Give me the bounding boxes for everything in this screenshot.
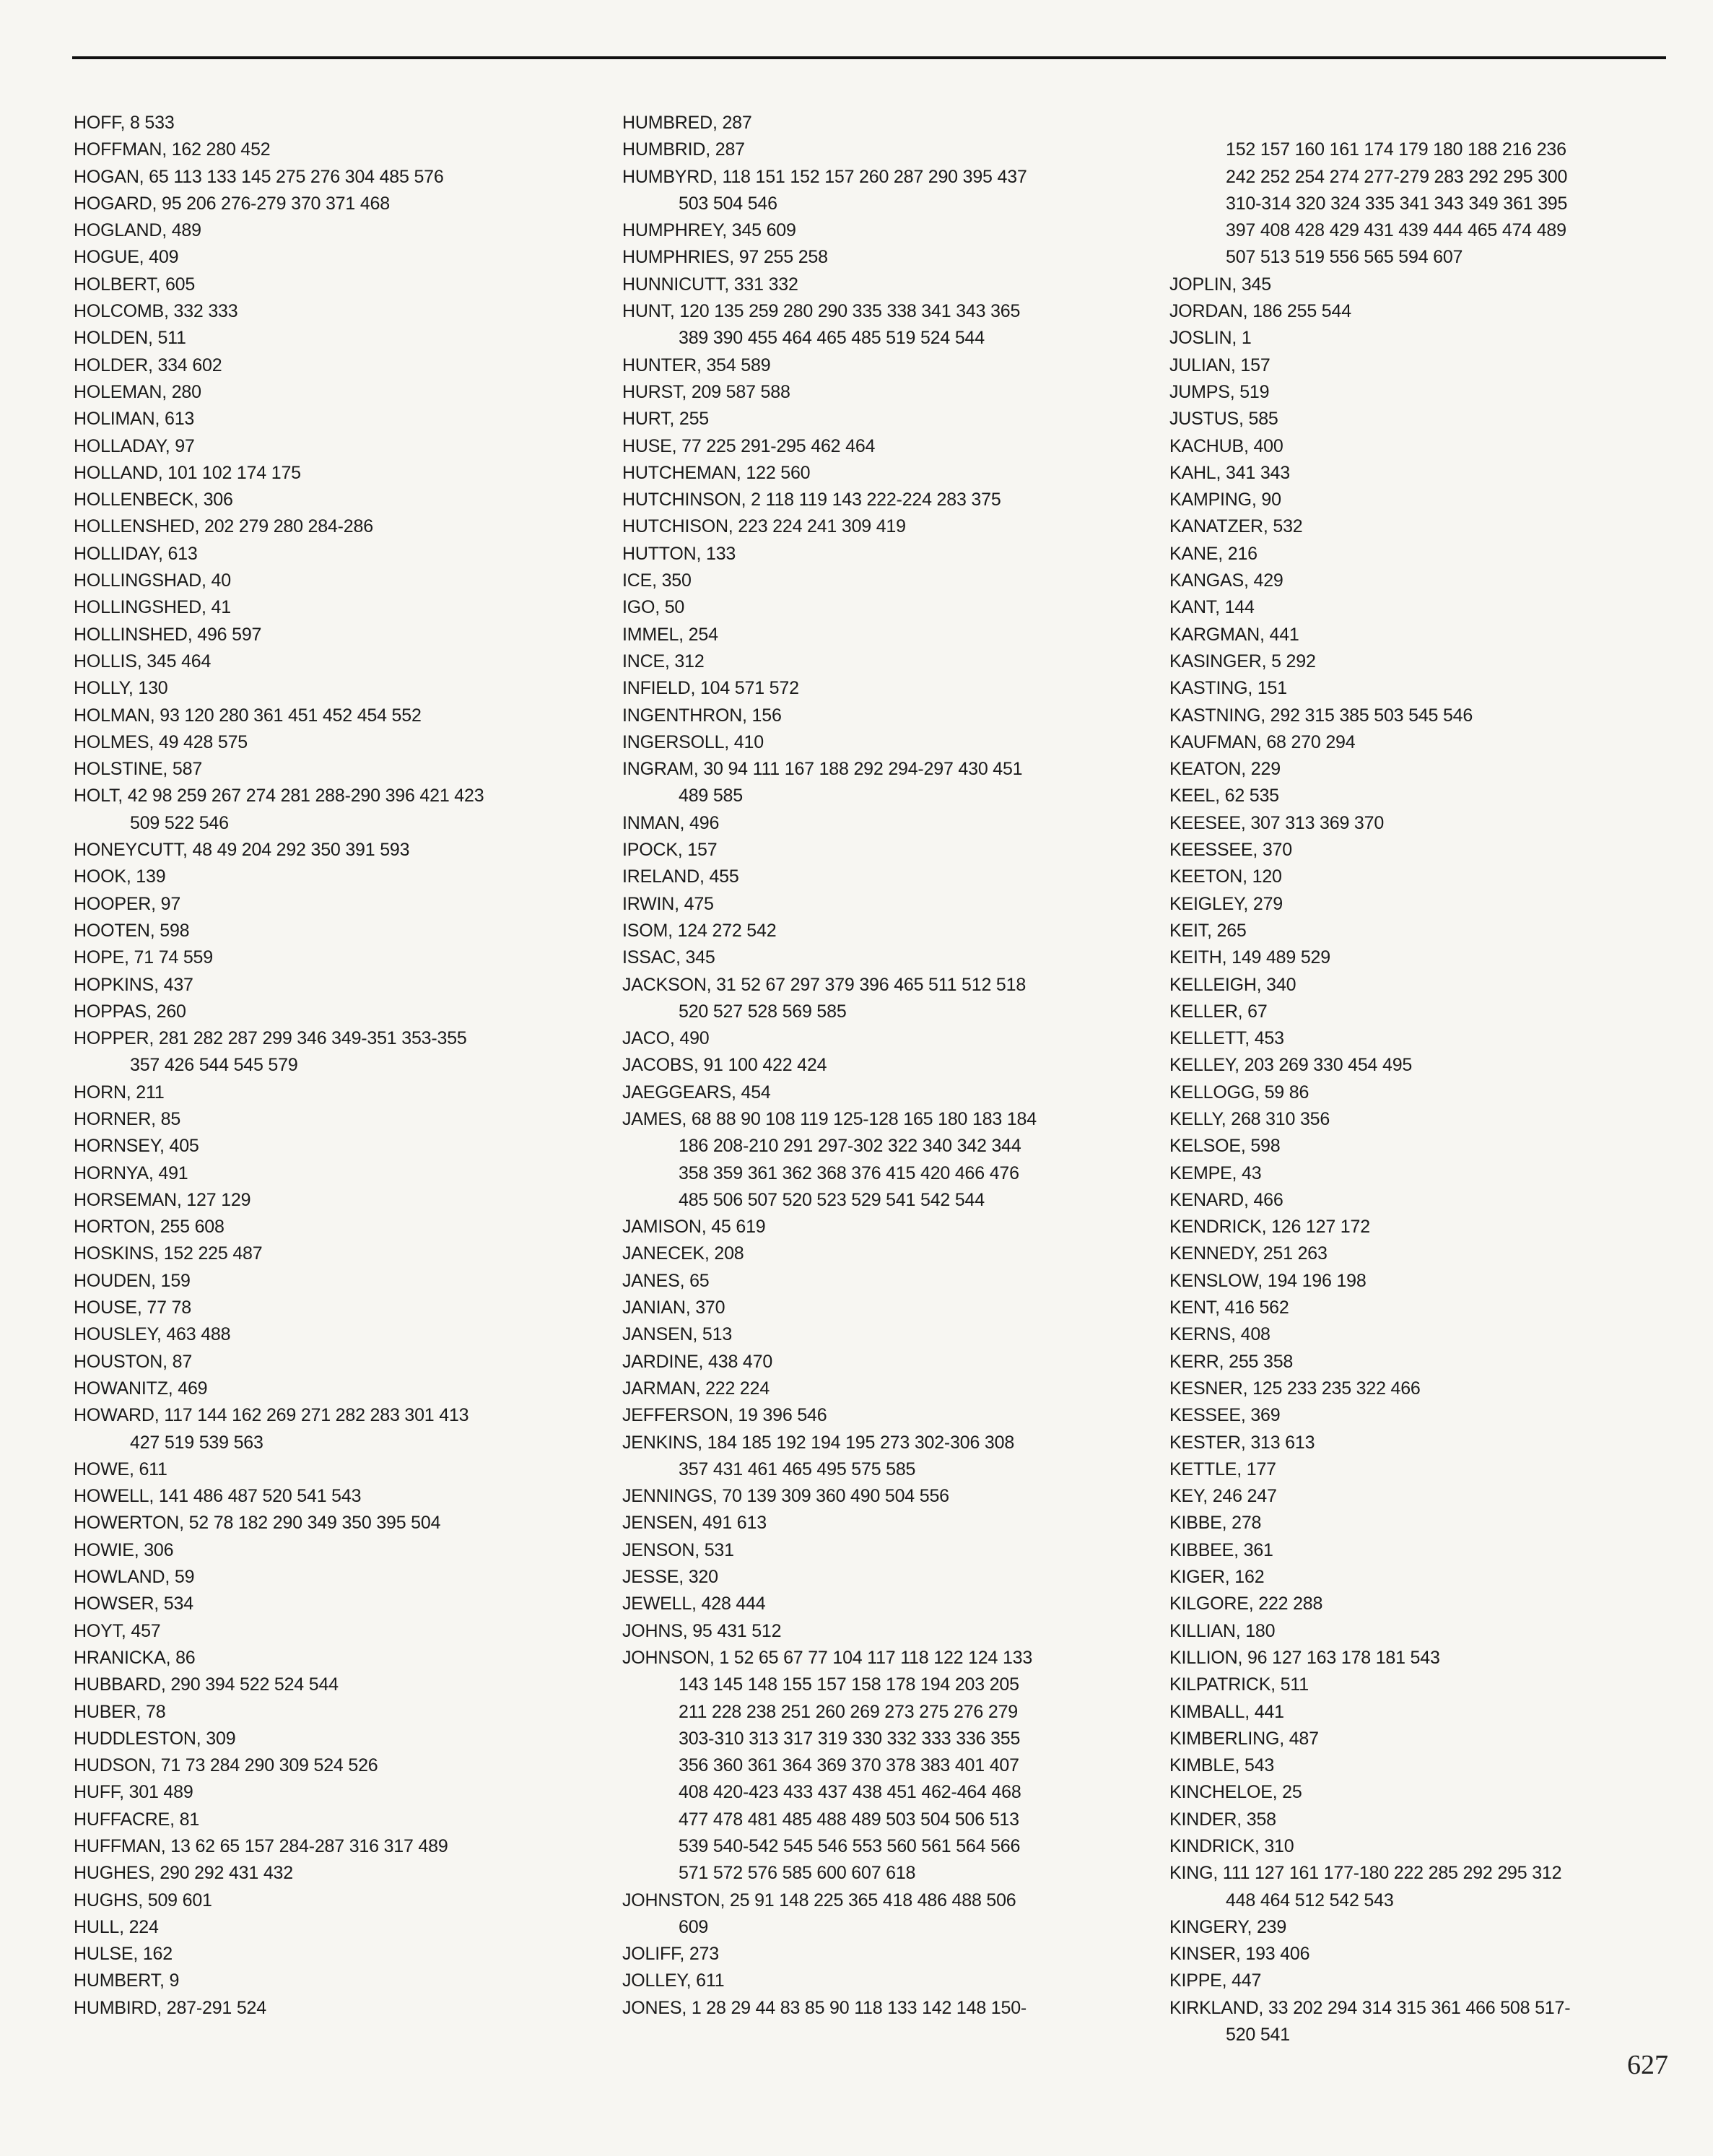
index-entry: HOUSE, 77 78 (74, 1297, 191, 1318)
index-entry: JACKSON, 31 52 67 297 379 396 465 511 512 518 (622, 974, 1027, 995)
index-entry: JENKINS, 184 185 192 194 195 273 302-306 308 (622, 1432, 1015, 1453)
index-entry: KEMPE, 43 (1169, 1162, 1262, 1183)
index-entry: HOLMES, 49 428 575 (74, 731, 248, 752)
index-entry: HUTCHINSON, 2 118 119 143 222-224 283 375 (622, 490, 1001, 510)
index-entry: HOLLENSHED, 202 279 280 284-286 (74, 516, 373, 537)
index-entry: KANGAS, 429 (1169, 570, 1283, 591)
index-entry: KEIGLEY, 279 (1169, 893, 1283, 914)
index-entry: HORNER, 85 (74, 1108, 181, 1129)
index-entry: KERR, 255 358 (1169, 1351, 1294, 1372)
index-entry-continuation: 143 145 148 155 157 158 178 194 203 205 (679, 1674, 1019, 1695)
index-entry: HUBER, 78 (74, 1701, 166, 1722)
index-entry: HOOPER, 97 (74, 893, 181, 914)
index-entry: HOLT, 42 98 259 267 274 281 288-290 396 421 423 (74, 786, 484, 807)
index-entry: KELLEY, 203 269 330 454 495 (1169, 1055, 1413, 1076)
index-entry: KANE, 216 (1169, 543, 1257, 564)
index-entry: HOWE, 611 (74, 1459, 167, 1479)
index-entry: KIBBEE, 361 (1169, 1539, 1273, 1560)
index-entry: KEITH, 149 489 529 (1169, 947, 1330, 968)
index-entry: HOLLINGSHAD, 40 (74, 570, 231, 591)
index-entry: KESTER, 313 613 (1169, 1432, 1315, 1453)
index-entry: HUFF, 301 489 (74, 1782, 193, 1803)
index-entry: KILLION, 96 127 163 178 181 543 (1169, 1647, 1440, 1668)
index-entry: KANT, 144 (1169, 597, 1255, 618)
index-entry: KIRKLAND, 33 202 294 314 315 361 466 508 517- (1169, 1997, 1571, 2018)
index-entry: HOLDEN, 511 (74, 328, 186, 349)
index-entry: JARMAN, 222 224 (622, 1378, 770, 1399)
index-entry: KINGERY, 239 (1169, 1916, 1287, 1937)
index-entry-continuation: 357 431 461 465 495 575 585 (679, 1459, 916, 1479)
index-entry: HORTON, 255 608 (74, 1217, 225, 1238)
index-entry: HOOK, 139 (74, 866, 166, 887)
index-entry: KELLETT, 453 (1169, 1028, 1284, 1049)
index-entry: JESSE, 320 (622, 1567, 718, 1588)
index-entry: INGRAM, 30 94 111 167 188 292 294-297 430 451 (622, 759, 1023, 780)
index-entry: JOHNSON, 1 52 65 67 77 104 117 118 122 124 133 (622, 1647, 1033, 1668)
index-entry-continuation: 152 157 160 161 174 179 180 188 216 236 (1226, 139, 1566, 160)
index-entry: KASINGER, 5 292 (1169, 651, 1316, 671)
index-entry: IRELAND, 455 (622, 866, 739, 887)
index-entry-continuation: 186 208-210 291 297-302 322 340 342 344 (679, 1136, 1021, 1157)
index-entry (1169, 110, 1704, 136)
index-entry: HUDDLESTON, 309 (74, 1728, 236, 1749)
index-entry: KENNEDY, 251 263 (1169, 1243, 1328, 1264)
index-entry: HUMPHREY, 345 609 (622, 220, 796, 241)
index-entry: KACHUB, 400 (1169, 435, 1283, 456)
index-entry: HOLBERT, 605 (74, 274, 196, 295)
index-entry: HOGARD, 95 206 276-279 370 371 468 (74, 193, 390, 214)
index-entry: KINDER, 358 (1169, 1809, 1276, 1830)
index-entry: JONES, 1 28 29 44 83 85 90 118 133 142 148 150- (622, 1997, 1027, 2018)
index-entry: KEESEE, 307 313 369 370 (1169, 812, 1385, 833)
index-entry: HORN, 211 (74, 1082, 165, 1103)
index-entry: HOLDER, 334 602 (74, 355, 222, 375)
index-entry: KILPATRICK, 511 (1169, 1674, 1309, 1695)
index-entry: KETTLE, 177 (1169, 1459, 1276, 1479)
index-entry: HOWELL, 141 486 487 520 541 543 (74, 1486, 362, 1507)
index-entry: JANECEK, 208 (622, 1243, 744, 1264)
index-entry: KERNS, 408 (1169, 1324, 1270, 1345)
index-entry-continuation: 520 541 (1226, 2025, 1290, 2046)
index-entry: HORNYA, 491 (74, 1162, 188, 1183)
index-entry: KILLIAN, 180 (1169, 1620, 1276, 1641)
index-entry: JOHNSTON, 25 91 148 225 365 418 486 488 506 (622, 1890, 1016, 1911)
index-entry: HUNNICUTT, 331 332 (622, 274, 798, 295)
index-entry: KIGER, 162 (1169, 1567, 1265, 1588)
index-entry: JOHNS, 95 431 512 (622, 1620, 782, 1641)
index-entry: HUTTON, 133 (622, 543, 736, 564)
index-entry-continuation: 520 527 528 569 585 (679, 1001, 847, 1022)
index-entry: KANATZER, 532 (1169, 516, 1303, 537)
index-entry: JENSON, 531 (622, 1539, 734, 1560)
index-entry: HOLSTINE, 587 (74, 759, 203, 780)
index-entry: KIPPE, 447 (1169, 1970, 1262, 1991)
index-entry-continuation: 427 519 539 563 (130, 1432, 263, 1453)
index-entry: KIMBALL, 441 (1169, 1701, 1284, 1722)
index-entry: JORDAN, 186 255 544 (1169, 301, 1351, 322)
index-entry: HOFFMAN, 162 280 452 (74, 139, 271, 160)
index-entry: HOWARD, 117 144 162 269 271 282 283 301 413 (74, 1405, 469, 1426)
index-entry: JAEGGEARS, 454 (622, 1082, 771, 1103)
index-entry-continuation: 448 464 512 542 543 (1226, 1890, 1394, 1911)
index-entry-continuation: 477 478 481 485 488 489 503 504 506 513 (679, 1809, 1019, 1830)
index-entry: HORSEMAN, 127 129 (74, 1189, 251, 1210)
index-entry: HOFF, 8 533 (74, 113, 175, 133)
index-entry: HUSE, 77 225 291-295 462 464 (622, 435, 876, 456)
index-entry: KENSLOW, 194 196 198 (1169, 1270, 1367, 1291)
index-entry: IMMEL, 254 (622, 624, 718, 645)
index-entry: HOPPAS, 260 (74, 1001, 186, 1022)
index-entry: IPOCK, 157 (622, 840, 718, 861)
index-entry: INGERSOLL, 410 (622, 731, 764, 752)
index-entry: KELLEIGH, 340 (1169, 974, 1296, 995)
index-entry: HOWSER, 534 (74, 1594, 193, 1614)
index-entry: HUTCHISON, 223 224 241 309 419 (622, 516, 906, 537)
index-entry: KELLOGG, 59 86 (1169, 1082, 1309, 1103)
index-entry: JANSEN, 513 (622, 1324, 733, 1345)
index-entry: JANIAN, 370 (622, 1297, 725, 1318)
index-column-1 (74, 110, 608, 2022)
index-entry: HOLLINSHED, 496 597 (74, 624, 262, 645)
index-entry: HOWERTON, 52 78 182 290 349 350 395 504 (74, 1513, 441, 1534)
index-entry-continuation: 509 522 546 (130, 812, 229, 833)
index-entry: HOLLADAY, 97 (74, 435, 195, 456)
index-entry: JANES, 65 (622, 1270, 710, 1291)
index-entry: KENARD, 466 (1169, 1189, 1283, 1210)
index-entry: JENSEN, 491 613 (622, 1513, 767, 1534)
index-entry: HUBBARD, 290 394 522 524 544 (74, 1674, 339, 1695)
index-entry: HRANICKA, 86 (74, 1647, 196, 1668)
index-entry: KIMBERLING, 487 (1169, 1728, 1319, 1749)
index-entry: KINDRICK, 310 (1169, 1836, 1294, 1856)
index-entry: HOLLENBECK, 306 (74, 490, 233, 510)
index-entry: INCE, 312 (622, 651, 705, 671)
index-entry-continuation: 408 420-423 433 437 438 451 462-464 468 (679, 1782, 1021, 1803)
index-entry: HONEYCUTT, 48 49 204 292 350 391 593 (74, 840, 410, 861)
index-entry: HOLCOMB, 332 333 (74, 301, 238, 322)
index-entry: HOLEMAN, 280 (74, 381, 201, 402)
index-entry: HURT, 255 (622, 409, 710, 430)
index-entry: HUFFMAN, 13 62 65 157 284-287 316 317 489 (74, 1836, 448, 1856)
index-entry: KAUFMAN, 68 270 294 (1169, 731, 1356, 752)
index-entry: HUMBRED, 287 (622, 113, 752, 133)
index-entry: HUMBIRD, 287-291 524 (74, 1997, 266, 2018)
index-entry: KING, 111 127 161 177-180 222 285 292 295 312 (1169, 1863, 1562, 1884)
index-entry: HULL, 224 (74, 1916, 159, 1937)
index-entry: HURST, 209 587 588 (622, 381, 790, 402)
index-entry-continuation: 303-310 313 317 319 330 332 333 336 355 (679, 1728, 1021, 1749)
index-entry: INGENTHRON, 156 (622, 705, 782, 726)
index-entry: JAMES, 68 88 90 108 119 125-128 165 180 183 184 (622, 1108, 1037, 1129)
index-entry: KEATON, 229 (1169, 759, 1281, 780)
index-entry: JOLLEY, 611 (622, 1970, 725, 1991)
index-entry: IGO, 50 (622, 597, 685, 618)
index-entry: JUMPS, 519 (1169, 381, 1270, 402)
index-entry: IRWIN, 475 (622, 893, 714, 914)
index-entry: JEFFERSON, 19 396 546 (622, 1405, 827, 1426)
index-entry: HOGUE, 409 (74, 247, 179, 268)
index-entry: KINSER, 193 406 (1169, 1944, 1310, 1965)
index-entry: JOSLIN, 1 (1169, 328, 1252, 349)
index-entry: KASTNING, 292 315 385 503 545 546 (1169, 705, 1473, 726)
index-entry: JENNINGS, 70 139 309 360 490 504 556 (622, 1486, 949, 1507)
index-entry-continuation: 397 408 428 429 431 439 444 465 474 489 (1226, 220, 1566, 241)
index-entry: INMAN, 496 (622, 812, 720, 833)
index-entry: HOLLY, 130 (74, 678, 168, 699)
index-entry-continuation: 485 506 507 520 523 529 541 542 544 (679, 1189, 985, 1210)
index-entry: KELSOE, 598 (1169, 1136, 1281, 1157)
index-entry: HUMBERT, 9 (74, 1970, 180, 1991)
index-entry: INFIELD, 104 571 572 (622, 678, 799, 699)
index-entry-continuation: 357 426 544 545 579 (130, 1055, 298, 1076)
index-column-3 (1169, 110, 1704, 2048)
index-entry: KINCHELOE, 25 (1169, 1782, 1302, 1803)
index-entry: HOLLINGSHED, 41 (74, 597, 231, 618)
index-entry: KIMBLE, 543 (1169, 1755, 1275, 1776)
index-entry: HOLLIS, 345 464 (74, 651, 212, 671)
index-entry: HOPE, 71 74 559 (74, 947, 213, 968)
index-entry: JAMISON, 45 619 (622, 1217, 766, 1238)
index-entry: KENDRICK, 126 127 172 (1169, 1217, 1370, 1238)
index-entry: JUSTUS, 585 (1169, 409, 1278, 430)
index-entry: HOLLAND, 101 102 174 175 (74, 462, 301, 483)
index-entry: HULSE, 162 (74, 1944, 173, 1965)
index-entry: KENT, 416 562 (1169, 1297, 1289, 1318)
index-entry: HOWLAND, 59 (74, 1567, 195, 1588)
index-entry: JACOBS, 91 100 422 424 (622, 1055, 827, 1076)
index-entry: KILGORE, 222 288 (1169, 1594, 1323, 1614)
index-entry-continuation: 503 504 546 (679, 193, 777, 214)
index-column-2 (622, 110, 1156, 2022)
index-entry: KIBBE, 278 (1169, 1513, 1262, 1534)
index-entry: JEWELL, 428 444 (622, 1594, 766, 1614)
index-entry: KEIT, 265 (1169, 920, 1247, 941)
index-entry: KEY, 246 247 (1169, 1486, 1277, 1507)
index-entry-continuation: 358 359 361 362 368 376 415 420 466 476 (679, 1162, 1019, 1183)
index-entry: HOPPER, 281 282 287 299 346 349-351 353-355 (74, 1028, 467, 1049)
index-entry: HUDSON, 71 73 284 290 309 524 526 (74, 1755, 378, 1776)
index-entry: HOLMAN, 93 120 280 361 451 452 454 552 (74, 705, 422, 726)
index-entry: KAHL, 341 343 (1169, 462, 1290, 483)
index-entry: HOUDEN, 159 (74, 1270, 191, 1291)
index-entry-continuation: 507 513 519 556 565 594 607 (1226, 247, 1463, 268)
index-entry: ICE, 350 (622, 570, 692, 591)
index-entry: HUFFACRE, 81 (74, 1809, 200, 1830)
index-entry: JARDINE, 438 470 (622, 1351, 773, 1372)
index-entry: JACO, 490 (622, 1028, 710, 1049)
index-entry: HORNSEY, 405 (74, 1136, 199, 1157)
index-entry: ISOM, 124 272 542 (622, 920, 777, 941)
index-entry: HUMBRID, 287 (622, 139, 745, 160)
page-number: 627 (1627, 2050, 1668, 2080)
index-entry: JOPLIN, 345 (1169, 274, 1271, 295)
index-entry-continuation: 242 252 254 274 277-279 283 292 295 300 (1226, 166, 1568, 187)
index-entry: HUNTER, 354 589 (622, 355, 771, 375)
index-entry-continuation: 356 360 361 364 369 370 378 383 401 407 (679, 1755, 1019, 1776)
index-entry: KESSEE, 369 (1169, 1405, 1281, 1426)
index-entry: KASTING, 151 (1169, 678, 1287, 699)
index-entry: ISSAC, 345 (622, 947, 715, 968)
index-entry-continuation: 310-314 320 324 335 341 343 349 361 395 (1226, 193, 1568, 214)
index-entry: JOLIFF, 273 (622, 1944, 719, 1965)
index-entry: JULIAN, 157 (1169, 355, 1270, 375)
index-entry: HUGHS, 509 601 (74, 1890, 212, 1911)
index-entry: HOYT, 457 (74, 1620, 161, 1641)
index-entry: HUMPHRIES, 97 255 258 (622, 247, 828, 268)
index-entry: KELLER, 67 (1169, 1001, 1268, 1022)
index-entry: HOWIE, 306 (74, 1539, 174, 1560)
index-entry: KESNER, 125 233 235 322 466 (1169, 1378, 1421, 1399)
index-entry: HOUSLEY, 463 488 (74, 1324, 231, 1345)
index-entry: HOOTEN, 598 (74, 920, 190, 941)
index-entry-continuation: 489 585 (679, 786, 743, 807)
header-rule (72, 56, 1666, 59)
index-entry: HOLLIDAY, 613 (74, 543, 198, 564)
index-entry: HOGAN, 65 113 133 145 275 276 304 485 576 (74, 166, 444, 187)
index-entry: KARGMAN, 441 (1169, 624, 1299, 645)
index-entry: HUMBYRD, 118 151 152 157 260 287 290 395 437 (622, 166, 1027, 187)
index-entry: KELLY, 268 310 356 (1169, 1108, 1330, 1129)
index-entry: HOSKINS, 152 225 487 (74, 1243, 263, 1264)
index-entry: KAMPING, 90 (1169, 490, 1281, 510)
index-entry: HUTCHEMAN, 122 560 (622, 462, 811, 483)
index-entry: HOGLAND, 489 (74, 220, 201, 241)
index-entry: HUGHES, 290 292 431 432 (74, 1863, 293, 1884)
index-entry-continuation: 609 (679, 1916, 709, 1937)
index-entry-continuation: 211 228 238 251 260 269 273 275 276 279 (679, 1701, 1018, 1722)
index-entry: HOPKINS, 437 (74, 974, 193, 995)
index-entry: KEESSEE, 370 (1169, 840, 1292, 861)
index-entry: HOUSTON, 87 (74, 1351, 193, 1372)
index-entry-continuation: 539 540-542 545 546 553 560 561 564 566 (679, 1836, 1021, 1856)
index-entry-continuation: 571 572 576 585 600 607 618 (679, 1863, 916, 1884)
index-entry: KEEL, 62 535 (1169, 786, 1279, 807)
index-entry: HOLIMAN, 613 (74, 409, 195, 430)
index-entry-continuation: 389 390 455 464 465 485 519 524 544 (679, 328, 985, 349)
index-entry: KEETON, 120 (1169, 866, 1282, 887)
index-entry: HUNT, 120 135 259 280 290 335 338 341 343 365 (622, 301, 1021, 322)
index-entry: HOWANITZ, 469 (74, 1378, 208, 1399)
